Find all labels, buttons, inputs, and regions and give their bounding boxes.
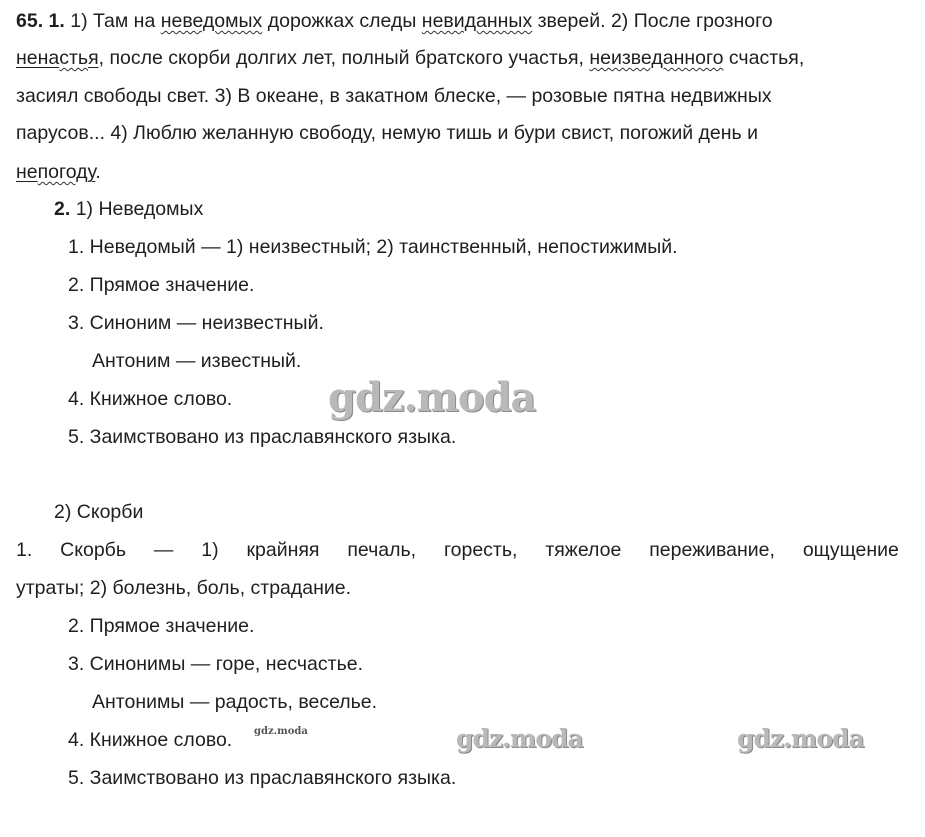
watermark-logo-small: gdz.moda bbox=[254, 726, 308, 737]
part-2-label: 2. bbox=[54, 198, 71, 220]
part-1-label: 1. bbox=[48, 10, 65, 32]
word: — bbox=[153, 539, 174, 561]
word: 1. bbox=[16, 539, 33, 561]
word-1-item: 4. Книжное слово. bbox=[68, 388, 233, 410]
word-2-heading: 2) Скорби bbox=[54, 501, 144, 523]
word: ощущение bbox=[802, 539, 899, 561]
word-2-item: 2. Прямое значение. bbox=[68, 615, 255, 637]
part-2-heading bbox=[54, 190, 203, 228]
word-1-item: 3. Синоним — неизвестный. bbox=[68, 312, 324, 334]
word-1-item: 2. Прямое значение. bbox=[68, 274, 255, 296]
word: печаль, bbox=[347, 539, 417, 561]
task-line-5: непогоду. bbox=[16, 161, 101, 183]
watermark-logo: gdz.moda bbox=[328, 374, 536, 421]
task-number: 65. bbox=[16, 10, 44, 32]
word: тяжелое bbox=[545, 539, 622, 561]
task-line-3: засиял свободы свет. 3) В океане, в закатном блеске, — розовые пятна недвижных bbox=[16, 85, 772, 107]
task-line-2: ненастья, после скорби долгих лет, полный братского участья, неизведанного счастья, bbox=[16, 47, 805, 69]
underlined-word-nevidannyh: невиданных bbox=[421, 10, 533, 32]
watermark-logo: gdz.moda bbox=[456, 724, 583, 753]
word-1-item: 5. Заимствовано из праславянского языка. bbox=[68, 426, 457, 448]
word-2-item-1-line-1 bbox=[16, 531, 899, 569]
word-2-item: 5. Заимствовано из праславянского языка. bbox=[68, 767, 457, 789]
word: крайняя bbox=[246, 539, 320, 561]
underlined-word-neizvedannogo: неизведанного bbox=[589, 47, 724, 69]
word-2-item-1-line-2: утраты; 2) болезнь, боль, страдание. bbox=[16, 577, 352, 599]
word: 1) bbox=[201, 539, 219, 561]
word-1-item: Антоним — известный. bbox=[92, 350, 302, 372]
word-2-item: Антонимы — радость, веселье. bbox=[92, 691, 378, 713]
underlined-word-nevedomyh: неведомых bbox=[160, 10, 263, 32]
task-line-4: парусов... 4) Люблю желанную свободу, немую тишь и бури свист, погожий день и bbox=[16, 122, 759, 144]
word: горесть, bbox=[443, 539, 518, 561]
word-1-item: 1. Неведомый — 1) неизвестный; 2) таинственный, непостижимый. bbox=[68, 236, 678, 258]
word: переживание, bbox=[649, 539, 775, 561]
word: Скорбь bbox=[60, 539, 126, 561]
task-line-1: 65. 1. 1) Там на неведомых дорожках следы невиданных зверей. 2) После грозного bbox=[16, 10, 773, 32]
watermark-logo: gdz.moda bbox=[737, 724, 864, 753]
word-2-item: 3. Синонимы — горе, несчастье. bbox=[68, 653, 363, 675]
word-1-heading: 1) Неведомых bbox=[75, 198, 204, 220]
word-2-item: 4. Книжное слово. bbox=[68, 729, 233, 751]
